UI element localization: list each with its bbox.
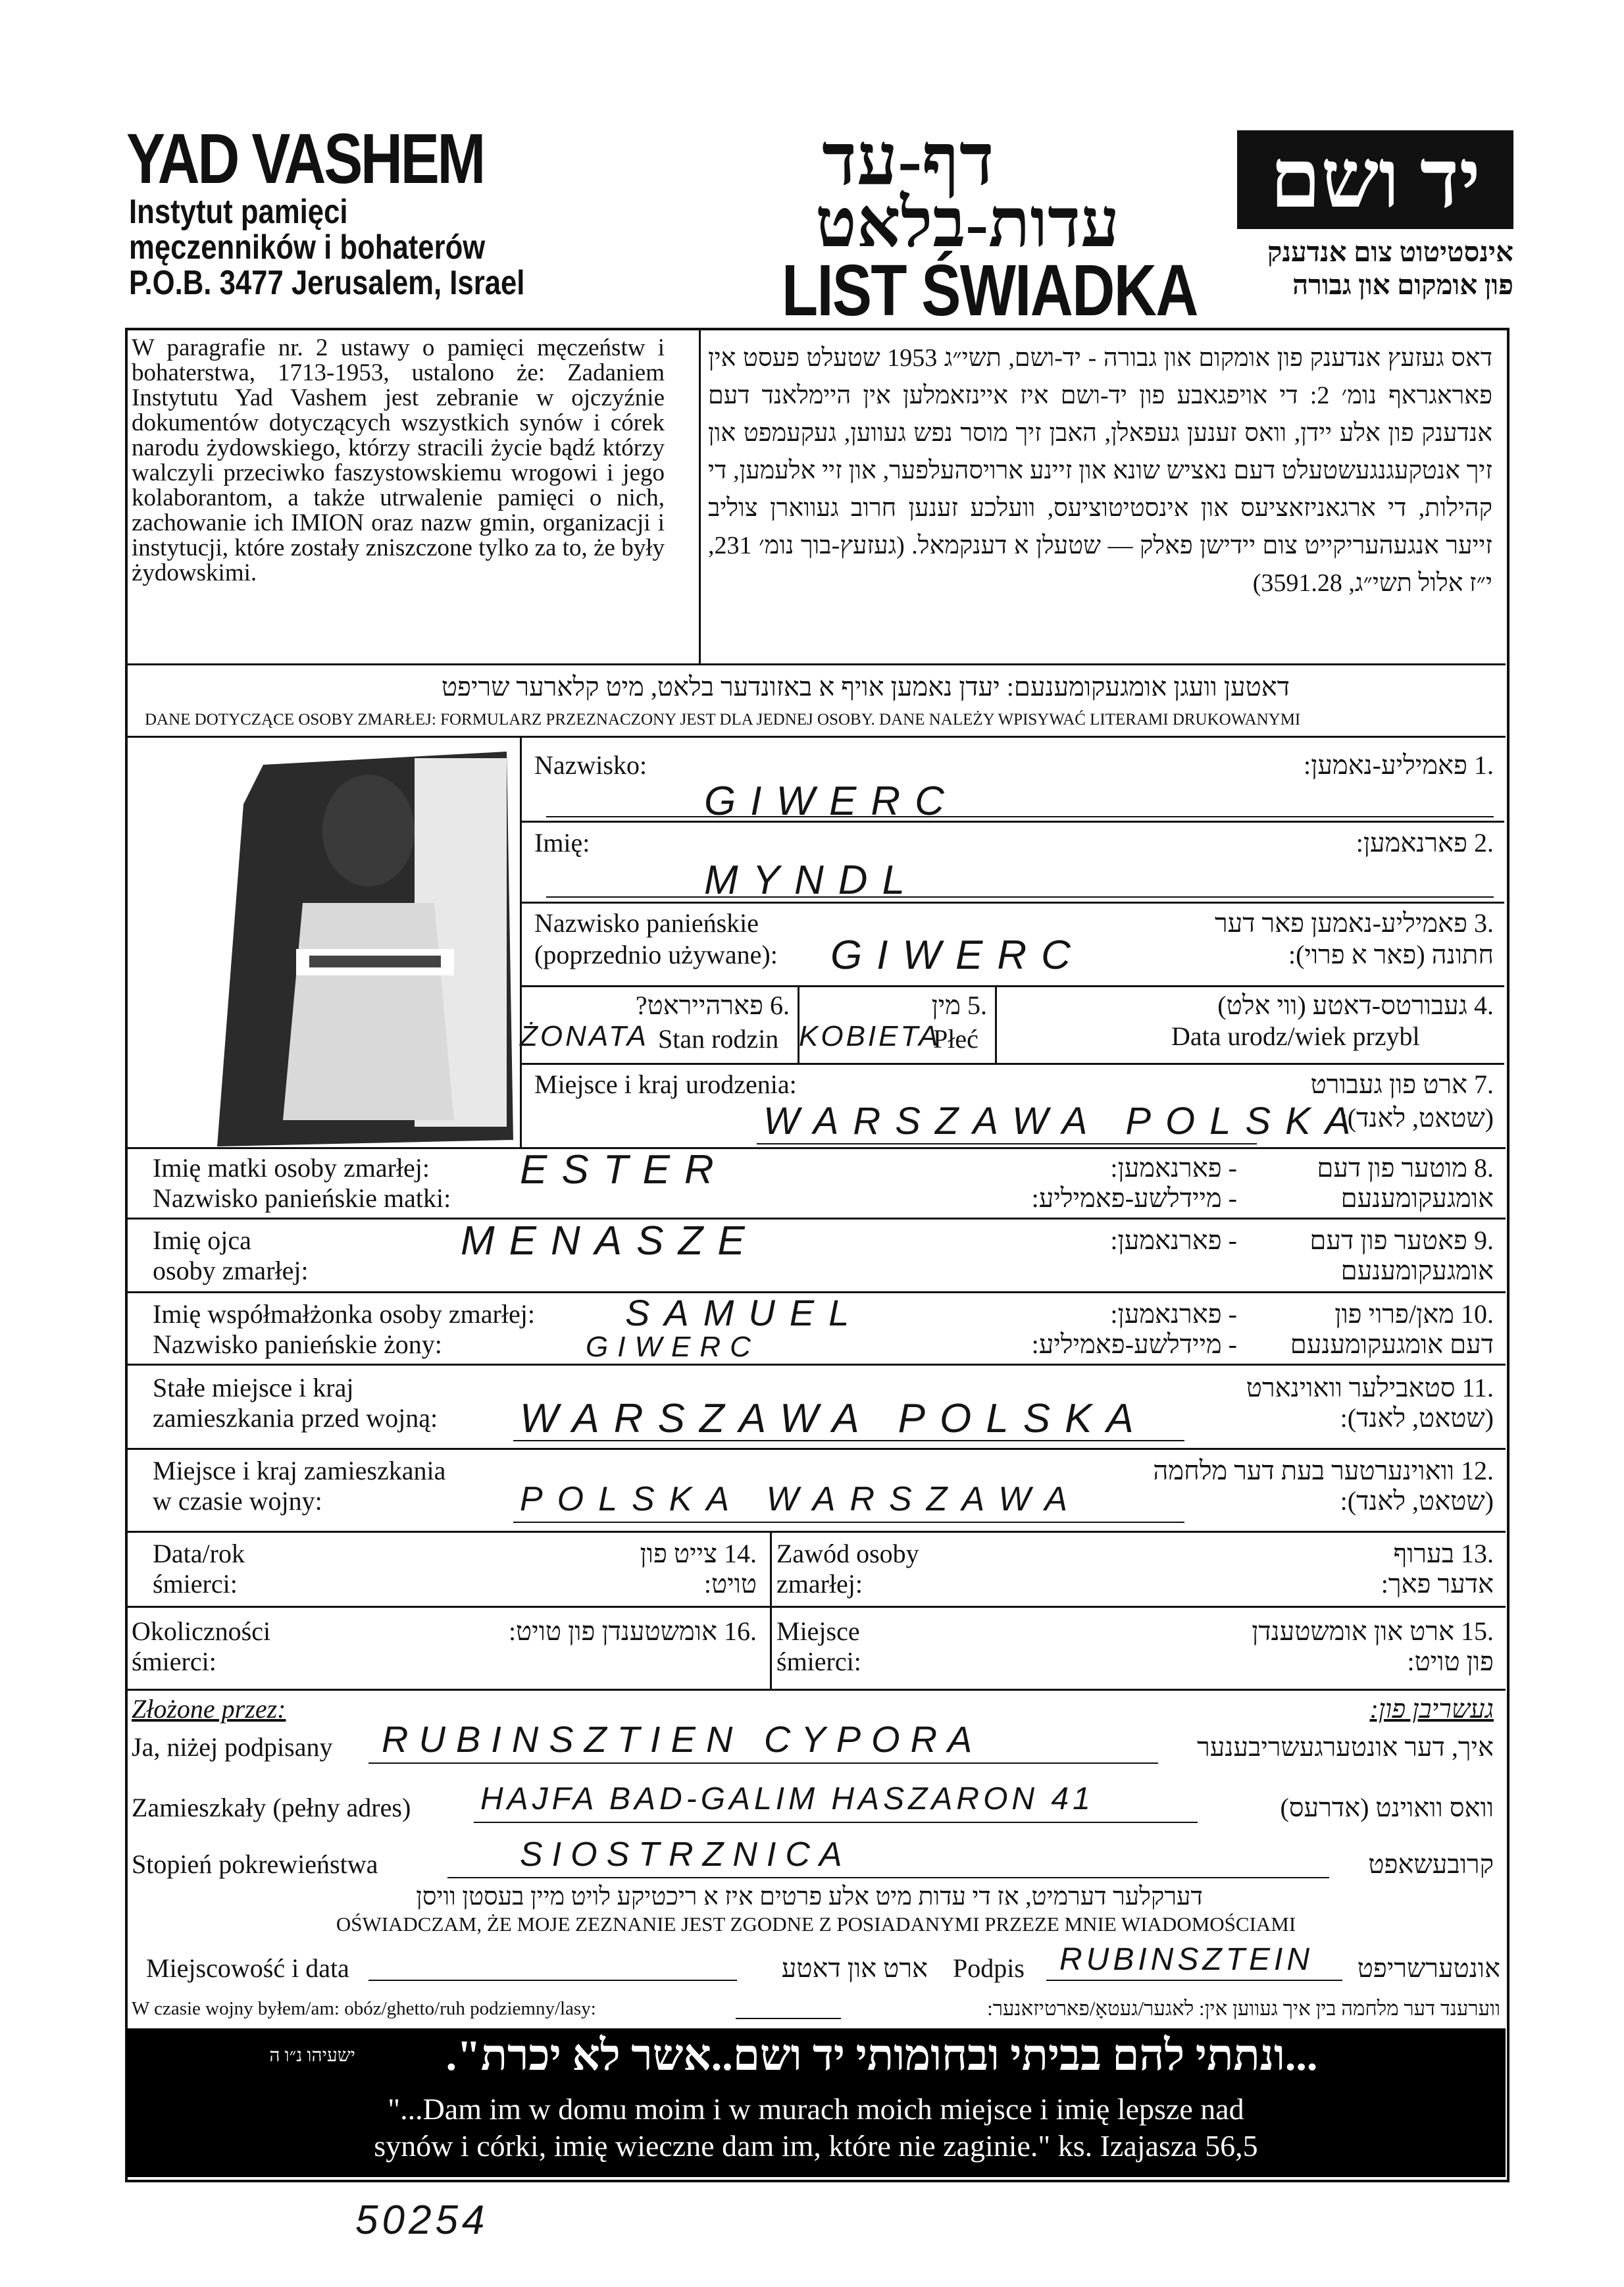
yiddish-org-1: אינסטיטוט צום אנדענק	[1267, 238, 1513, 268]
label-death-circumstances-yi: .16 אומשטענדן פון טויט:	[508, 1616, 757, 1646]
label-relationship-yi: קרובעשאפט	[1368, 1849, 1494, 1879]
label-residence-war-2: w czasie wojny:	[153, 1486, 322, 1516]
label-witness-address-yi: וואס וואוינט (אדרעס)	[1280, 1793, 1494, 1822]
label-first-name-yi: .2 פארנאמען:	[1356, 828, 1494, 858]
label-sex: Płeć	[933, 1024, 978, 1054]
intro-yiddish: דאס געזעץ אנדענק פון אומקום און גבורה - יד-ושם, תשי״ג 1953 שטעלט פעסט אין פאראגראף נומ׳ 2: די אויפגאבע פון יד-ושם איז איינזאמלען אין היימלאנד דעם אנדענק פון אלע יידן, וואס זענען געפאלן, האבן זיך מוסר נפש געווען, געקעמפט און זיך אנטקעגנגעשטעלט דעם נאציש שונא און זיינע ארויסהעלפער, און זיי אלעמען, די קהילות, די ארגאניזאציעס און אינסטיטוציעס, וועלכע זענען חרוב געווארן צוליב זייער אנגעהעריקייט צום יידישן פאלק — שטעלן א דענקמאל. (געזעץ-בוך נומ׳ 231, י״ז אלול תשי״ג, 3591.28)	[708, 344, 1493, 597]
value-residence-war[interactable]: POLSKA WARSZAWA	[520, 1480, 1082, 1518]
org-line-1: Instytut pamięci	[129, 193, 348, 231]
label-surname-yi: .1 פאמיליע-נאמען:	[1304, 750, 1494, 780]
label-death-place-yi-2: פון טויט:	[1407, 1647, 1494, 1676]
label-residence-war-yi-2: (שטאט, לאנד):	[1340, 1486, 1494, 1516]
label-war-status: W czasie wojny byłem/am: obóz/ghetto/ruh podziemny/lasy:	[132, 1998, 596, 2019]
label-residence-prewar-yi-2: (שטאט, לאנד):	[1340, 1403, 1494, 1433]
yad-vashem-logo	[1237, 130, 1513, 229]
label-war-status-yi: ווערענד דער מלחמה בין איך געווען אין: לאגער/געטאָ/פארטיזאנער:	[987, 1997, 1500, 2020]
witness-heading: Złożone przez:	[132, 1694, 286, 1724]
value-mother-name[interactable]: ESTER	[520, 1147, 728, 1193]
label-maiden-name-yi: .3 פאמיליע-נאמען פאר דער	[1214, 908, 1494, 938]
declaration-pl: OŚWIADCZAM, ŻE MOJE ZEZNANIE JEST ZGODNE Z POSIADANYMI PRZEZE MNIE WIADOMOŚCIAMI	[336, 1913, 1296, 1936]
center-hebrew-2: עדות-בלאט	[815, 186, 1119, 261]
label-occupation-yi-2: אדער פאך:	[1381, 1569, 1494, 1599]
label-wife-maiden: Nazwisko panieńskie żony:	[153, 1329, 442, 1359]
label-witness-name: Ja, niżej podpisany	[132, 1732, 333, 1762]
label-residence-war: Miejsce i kraj zamieszkania	[153, 1456, 446, 1485]
value-birthplace[interactable]: WARSZAWA POLSKA	[763, 1100, 1365, 1143]
label-sex-yi: .5 מין	[931, 990, 987, 1020]
label-residence-prewar-2: zamieszkania przed wojną:	[153, 1403, 438, 1433]
org-line-2: męczenników i bohaterów	[129, 228, 486, 267]
label-place-date: Miejscowość i data	[146, 1953, 349, 1983]
label-death-place-yi: .15 ארט און אומשטענדן	[1252, 1616, 1494, 1646]
org-address: P.O.B. 3477 Jerusalem, Israel	[129, 264, 525, 302]
footer-hebrew-verse: ...ונתתי להם בביתי ובחומותי יד ושם..אשר לא יכרת".	[445, 2032, 1318, 2080]
label-death-date-yi-2: טויט:	[703, 1569, 757, 1599]
label-mother-name: Imię matki osoby zmarłej:	[153, 1153, 430, 1183]
notice-polish: DANE DOTYCZĄCE OSOBY ZMARŁEJ: FORMULARZ PRZEZNACZONY JEST DLA JEDNEJ OSOBY. DANE NALEŻY WPISYWAĆ LITERAMI DRUKOWANYMI	[145, 711, 1301, 729]
label-death-place: Miejsce	[776, 1616, 860, 1646]
label-father-deceased: osoby zmarłej:	[153, 1256, 309, 1285]
label-maiden-name-yi-2: חתונה (פאר א פרוי):	[1288, 940, 1494, 969]
footer-polish-verse-2: synów i córki, imię wieczne dam im, które nie zaginie." ks. Izajasza 56,5	[374, 2129, 1258, 2163]
label-spouse-name-yi: - פארנאמען:	[1110, 1299, 1237, 1329]
label-witness-address: Zamieszkały (pełny adres)	[132, 1793, 411, 1822]
label-witness-name-yi: איך, דער אונטערגעשריבענער	[1197, 1732, 1494, 1762]
label-mother-name-yi: - פארנאמען:	[1110, 1153, 1237, 1183]
label-surname: Nazwisko:	[534, 750, 647, 780]
label-mother-maiden: Nazwisko panieńskie matki:	[153, 1183, 451, 1213]
label-death-circumstances-2: śmierci:	[132, 1647, 216, 1676]
label-father-name: Imię ojca	[153, 1225, 251, 1255]
value-father-name[interactable]: MENASZE	[461, 1218, 759, 1264]
label-marital-status: Stan rodzin	[658, 1024, 779, 1054]
label-birth-date: Data urodz/wiek przybl	[1171, 1021, 1420, 1051]
label-married-yi: .6 פארהייראט?	[635, 990, 790, 1020]
label-signature-yi: אונטערשריפט	[1357, 1953, 1500, 1983]
label-father-yi-2: אומגעקומענעם	[1340, 1256, 1494, 1285]
label-relationship: Stopień pokrewieństwa	[132, 1849, 378, 1879]
label-father-name-yi: - פארנאמען:	[1110, 1225, 1237, 1255]
notice-yiddish: דאטען וועגן אומגעקומענעם: יעדן נאמען אויף א באזונדער בלאט, מיט קלארער שריפט	[441, 672, 1290, 702]
value-surname[interactable]: GIWERC	[704, 779, 959, 824]
label-residence-prewar-yi: .11 סטאבילער וואוינארט	[1246, 1373, 1494, 1402]
label-death-place-2: śmierci:	[776, 1647, 861, 1676]
label-maiden-name-2: (poprzednio używane):	[534, 940, 778, 969]
label-occupation-2: zmarłej:	[776, 1569, 863, 1599]
value-sex[interactable]: KOBIETA	[799, 1020, 941, 1052]
label-death-date-2: śmierci:	[153, 1569, 238, 1599]
intro-polish: W paragrafie nr. 2 ustawy o pamięci męczeństw i bohaterstwa, 1713-1953, ustalono że: Zadaniem Instytutu Yad Vashem jest zebranie w ojczyźnie dokumentów dotyczących wszystkich synów i córek narodu żydowskiego, którzy stracili życie bądź którzy walczyli przeciwko faszystowskiemu wrogowi i jego kolaborantom, a także utrwalenie pamięci o nich, zachowanie ich IMION oraz nazw gmin, organizacji i instytucji, które zostały zniszczone tylko za to, że były żydowskimi.	[132, 334, 665, 586]
footer-hebrew-ref: ישעיהו נ״ו ה	[269, 2045, 355, 2066]
value-maiden-name[interactable]: GIWERC	[830, 933, 1085, 978]
label-maiden-name: Nazwisko panieńskie	[534, 908, 759, 938]
value-relationship[interactable]: SIOSTRZNICA	[520, 1836, 851, 1874]
label-death-circumstances: Okoliczności	[132, 1616, 271, 1646]
value-wife-maiden[interactable]: GIWERC	[586, 1331, 760, 1363]
label-birth-date-yi: .4 געבורטס-דאטע (ווי אלט)	[1217, 990, 1494, 1020]
label-birthplace: Miejsce i kraj urodzenia:	[534, 1069, 797, 1099]
document-number: 50254	[355, 2197, 489, 2243]
value-witness-address[interactable]: HAJFA BAD-GALIM HASZARON 41	[480, 1782, 1094, 1816]
label-signature: Podpis	[953, 1953, 1025, 1983]
center-hebrew-1: דף-עד	[822, 120, 994, 200]
label-mother-yi-2: אומגעקומענעם	[1340, 1183, 1494, 1213]
yiddish-org-2: פון אומקום און גבורה	[1292, 270, 1513, 301]
label-mother-maiden-yi: - מיידלשע-פאמיליע:	[1031, 1183, 1237, 1213]
value-first-name[interactable]: MYNDL	[704, 858, 920, 903]
value-spouse-name[interactable]: SAMUEL	[625, 1292, 864, 1333]
victim-photo	[217, 752, 513, 1146]
label-occupation: Zawód osoby	[776, 1539, 919, 1568]
org-name: YAD VASHEM	[126, 118, 484, 198]
label-spouse-yi-2: דעם אומגעקומענעם	[1290, 1329, 1494, 1359]
witness-heading-yi: געשריבן פון:	[1369, 1694, 1494, 1724]
center-title: LIST ŚWIADKA	[782, 250, 1198, 331]
label-residence-prewar: Stałe miejsce i kraj	[153, 1373, 354, 1402]
label-spouse-yi: .10 מאן/פרוי פון	[1334, 1299, 1494, 1329]
label-mother-yi: .8 מוטער פון דעם	[1317, 1153, 1494, 1183]
label-death-date: Data/rok	[153, 1539, 245, 1568]
value-residence-prewar[interactable]: WARSZAWA POLSKA	[520, 1396, 1148, 1441]
label-place-date-yi: ארט און דאטע	[781, 1953, 928, 1983]
label-wife-maiden-yi: - מיידלשע-פאמיליע:	[1031, 1329, 1237, 1359]
label-occupation-yi: .13 בערוף	[1393, 1539, 1494, 1568]
label-spouse-name: Imię współmałżonka osoby zmarłej:	[153, 1299, 535, 1329]
label-birthplace-yi: .7 ארט פון געבורט	[1310, 1069, 1494, 1099]
label-death-date-yi: .14 צייט פון	[640, 1539, 757, 1568]
label-father-yi: .9 פאטער פון דעם	[1309, 1225, 1494, 1255]
value-signature[interactable]: RUBINSZTEIN	[1059, 1942, 1314, 1977]
logo-text: יד ושם	[1269, 134, 1481, 224]
label-birthplace-yi-2: (שטאט, לאנד):	[1340, 1103, 1494, 1133]
value-marital-status[interactable]: ŻONATA	[520, 1020, 649, 1052]
label-residence-war-yi: .12 וואוינערטער בעת דער מלחמה	[1153, 1456, 1494, 1485]
footer-polish-verse-1: "...Dam im w domu moim i w murach moich miejsce i imię lepsze nad	[388, 2092, 1244, 2126]
declaration-yi: דערקלער דערמיט, אז די עדות מיט אלע פרטים איז א ריכטיקע לויט מיין בעסטן וויסן	[416, 1883, 1203, 1911]
label-first-name: Imię:	[534, 828, 590, 858]
victim-photo-image	[217, 752, 513, 1146]
value-witness-name[interactable]: RUBINSZTIEN CYPORA	[382, 1718, 983, 1760]
